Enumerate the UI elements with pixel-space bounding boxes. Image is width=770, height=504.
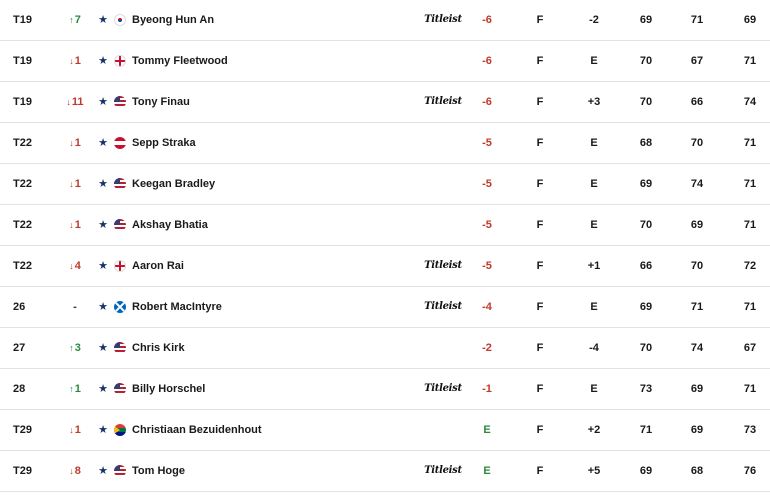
player-name[interactable]: Keegan Bradley xyxy=(132,178,216,190)
round-1-score: 68 xyxy=(639,137,653,149)
position-movement xyxy=(64,246,86,286)
position-movement xyxy=(64,164,86,204)
arrow-down-icon: ↓ xyxy=(69,56,74,66)
today-score: -2 xyxy=(589,14,599,26)
titleist-logo-icon: Titleist xyxy=(424,96,462,107)
movement-value: 1 xyxy=(74,383,81,395)
position: T19 xyxy=(13,55,32,67)
favorite-star-icon[interactable]: ★ xyxy=(98,301,108,313)
thru: F xyxy=(536,14,544,26)
position: T19 xyxy=(13,14,32,26)
movement-value: 1 xyxy=(74,219,81,231)
position-movement xyxy=(64,123,86,163)
round-1-score: 66 xyxy=(639,260,653,272)
arrow-up-icon: ↑ xyxy=(69,343,74,353)
flag-england-icon xyxy=(114,260,126,272)
round-2-score: 70 xyxy=(690,137,704,149)
total-to-par: -4 xyxy=(482,301,492,313)
round-3-score: 72 xyxy=(743,260,757,272)
player-row[interactable] xyxy=(0,82,770,123)
thru: F xyxy=(536,424,544,436)
total-to-par: -2 xyxy=(482,342,492,354)
arrow-down-icon: ↓ xyxy=(69,220,74,230)
titleist-logo-icon: Titleist xyxy=(424,301,462,312)
flag-usa-icon xyxy=(114,178,126,190)
player-name[interactable]: Sepp Straka xyxy=(132,137,196,149)
round-1-score: 70 xyxy=(639,55,653,67)
today-score: E xyxy=(590,137,598,149)
thru: F xyxy=(536,301,544,313)
flag-usa-icon xyxy=(114,383,126,395)
titleist-logo-icon: Titleist xyxy=(424,465,462,476)
total-to-par: -6 xyxy=(482,96,492,108)
position: 27 xyxy=(13,342,26,354)
total-to-par: -6 xyxy=(482,14,492,26)
flag-usa-icon xyxy=(114,342,126,354)
total-to-par: -5 xyxy=(482,219,492,231)
player-row[interactable] xyxy=(0,41,770,82)
player-row[interactable] xyxy=(0,205,770,246)
position-movement xyxy=(64,410,86,450)
movement-value: 7 xyxy=(74,14,81,26)
today-score: E xyxy=(590,55,598,67)
position: T29 xyxy=(13,465,32,477)
round-3-score: 71 xyxy=(743,178,757,190)
thru: F xyxy=(536,219,544,231)
position: 28 xyxy=(13,383,26,395)
position: T19 xyxy=(13,96,32,108)
round-3-score: 71 xyxy=(743,301,757,313)
total-to-par: -5 xyxy=(482,260,492,272)
favorite-star-icon[interactable]: ★ xyxy=(98,342,108,354)
round-1-score: 73 xyxy=(639,383,653,395)
thru: F xyxy=(536,96,544,108)
movement-value: 1 xyxy=(74,137,81,149)
movement-value: 1 xyxy=(74,178,81,190)
player-name[interactable]: Chris Kirk xyxy=(132,342,185,354)
total-to-par: E xyxy=(483,424,491,436)
total-to-par: -5 xyxy=(482,137,492,149)
round-2-score: 68 xyxy=(690,465,704,477)
movement-value: 4 xyxy=(74,260,81,272)
favorite-star-icon[interactable]: ★ xyxy=(98,465,108,477)
arrow-down-icon: ↓ xyxy=(66,97,71,107)
thru: F xyxy=(536,383,544,395)
movement-value: - xyxy=(73,301,77,313)
thru: F xyxy=(536,137,544,149)
thru: F xyxy=(536,342,544,354)
titleist-logo-icon: Titleist xyxy=(424,383,462,394)
position: T22 xyxy=(13,137,32,149)
thru: F xyxy=(536,260,544,272)
player-name[interactable]: Akshay Bhatia xyxy=(132,219,208,231)
favorite-star-icon[interactable]: ★ xyxy=(98,14,108,26)
today-score: +3 xyxy=(587,96,601,108)
player-name[interactable]: Tom Hoge xyxy=(132,465,185,477)
flag-usa-icon xyxy=(114,219,126,231)
round-3-score: 76 xyxy=(743,465,757,477)
position: 26 xyxy=(13,301,26,313)
arrow-down-icon: ↓ xyxy=(69,425,74,435)
round-3-score: 67 xyxy=(743,342,757,354)
player-row[interactable] xyxy=(0,328,770,369)
position-movement xyxy=(64,205,86,245)
thru: F xyxy=(536,55,544,67)
movement-value: 1 xyxy=(74,424,81,436)
position-movement xyxy=(64,369,86,409)
round-1-score: 70 xyxy=(639,96,653,108)
favorite-star-icon[interactable]: ★ xyxy=(98,383,108,395)
round-2-score: 69 xyxy=(690,219,704,231)
round-2-score: 71 xyxy=(690,14,704,26)
movement-value: 8 xyxy=(74,465,81,477)
position-movement xyxy=(64,328,86,368)
favorite-star-icon[interactable]: ★ xyxy=(98,55,108,67)
position: T29 xyxy=(13,424,32,436)
today-score: -4 xyxy=(589,342,599,354)
movement-value: 3 xyxy=(74,342,81,354)
round-2-score: 66 xyxy=(690,96,704,108)
arrow-up-icon: ↑ xyxy=(69,384,74,394)
position: T22 xyxy=(13,178,32,190)
position-movement xyxy=(64,82,86,122)
round-1-score: 71 xyxy=(639,424,653,436)
player-row[interactable] xyxy=(0,287,770,328)
flag-austria-icon xyxy=(114,137,126,149)
position-movement xyxy=(64,41,86,81)
player-row[interactable] xyxy=(0,246,770,287)
round-2-score: 69 xyxy=(690,424,704,436)
flag-usa-icon xyxy=(114,465,126,477)
player-name[interactable]: Robert MacIntyre xyxy=(132,301,222,313)
position-movement xyxy=(64,0,86,40)
movement-value: 1 xyxy=(74,55,81,67)
round-1-score: 70 xyxy=(639,219,653,231)
flag-scotland-icon xyxy=(114,301,126,313)
player-row[interactable] xyxy=(0,164,770,205)
player-name[interactable]: Aaron Rai xyxy=(132,260,184,272)
round-2-score: 71 xyxy=(690,301,704,313)
round-1-score: 69 xyxy=(639,301,653,313)
player-name[interactable]: Tony Finau xyxy=(132,96,190,108)
player-name[interactable]: Christiaan Bezuidenhout xyxy=(132,424,262,436)
player-row[interactable] xyxy=(0,369,770,410)
round-1-score: 70 xyxy=(639,342,653,354)
player-name[interactable]: Byeong Hun An xyxy=(132,14,215,26)
player-row[interactable] xyxy=(0,410,770,451)
favorite-star-icon[interactable]: ★ xyxy=(98,96,108,108)
flag-england-icon xyxy=(114,55,126,67)
flag-south-korea-icon xyxy=(114,14,126,26)
today-score: E xyxy=(590,383,598,395)
titleist-logo-icon: Titleist xyxy=(424,260,462,271)
player-row[interactable] xyxy=(0,451,770,492)
arrow-down-icon: ↓ xyxy=(69,179,74,189)
arrow-down-icon: ↓ xyxy=(69,466,74,476)
position: T22 xyxy=(13,219,32,231)
arrow-down-icon: ↓ xyxy=(69,261,74,271)
position-movement xyxy=(64,451,86,491)
today-score: +5 xyxy=(587,465,601,477)
favorite-star-icon[interactable]: ★ xyxy=(98,137,108,149)
round-3-score: 71 xyxy=(743,219,757,231)
movement-value: 11 xyxy=(71,96,84,108)
titleist-logo-icon: Titleist xyxy=(424,14,462,25)
total-to-par: -5 xyxy=(482,178,492,190)
round-3-score: 73 xyxy=(743,424,757,436)
round-3-score: 69 xyxy=(743,14,757,26)
round-3-score: 74 xyxy=(743,96,757,108)
position-movement xyxy=(64,287,86,327)
round-2-score: 74 xyxy=(690,342,704,354)
thru: F xyxy=(536,178,544,190)
position: T22 xyxy=(13,260,32,272)
player-name[interactable]: Tommy Fleetwood xyxy=(132,55,228,67)
round-1-score: 69 xyxy=(639,465,653,477)
player-name[interactable]: Billy Horschel xyxy=(132,383,206,395)
round-2-score: 70 xyxy=(690,260,704,272)
total-to-par: E xyxy=(483,465,491,477)
round-3-score: 71 xyxy=(743,55,757,67)
player-row[interactable] xyxy=(0,0,770,41)
favorite-star-icon[interactable]: ★ xyxy=(98,178,108,190)
player-row[interactable] xyxy=(0,123,770,164)
favorite-star-icon[interactable]: ★ xyxy=(98,424,108,436)
round-2-score: 69 xyxy=(690,383,704,395)
round-1-score: 69 xyxy=(639,178,653,190)
today-score: +2 xyxy=(587,424,601,436)
round-2-score: 74 xyxy=(690,178,704,190)
today-score: E xyxy=(590,178,598,190)
total-to-par: -6 xyxy=(482,55,492,67)
today-score: E xyxy=(590,219,598,231)
thru: F xyxy=(536,465,544,477)
today-score: +1 xyxy=(587,260,601,272)
today-score: E xyxy=(590,301,598,313)
flag-south-africa-icon xyxy=(114,424,126,436)
favorite-star-icon[interactable]: ★ xyxy=(98,260,108,272)
round-1-score: 69 xyxy=(639,14,653,26)
round-2-score: 67 xyxy=(690,55,704,67)
flag-usa-icon xyxy=(114,96,126,108)
arrow-down-icon: ↓ xyxy=(69,138,74,148)
round-3-score: 71 xyxy=(743,137,757,149)
round-3-score: 71 xyxy=(743,383,757,395)
total-to-par: -1 xyxy=(482,383,492,395)
favorite-star-icon[interactable]: ★ xyxy=(98,219,108,231)
arrow-up-icon: ↑ xyxy=(69,15,74,25)
